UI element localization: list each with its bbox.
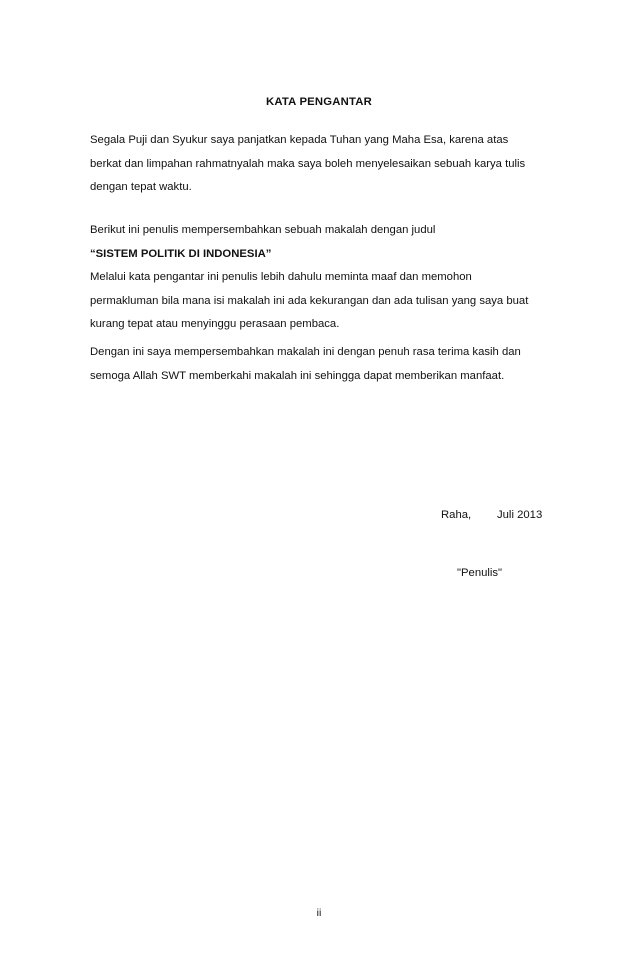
- paragraph-closing: [90, 344, 560, 391]
- paragraph-line: Melalui kata pengantar ini penulis lebih dahulu meminta maaf dan memohon: [90, 271, 472, 283]
- page-number: ii: [316, 907, 322, 919]
- page-title: KATA PENGANTAR: [266, 96, 372, 108]
- signature-place: Raha,: [441, 509, 472, 521]
- paragraph-presentation: [90, 222, 560, 340]
- paragraph-line: Berikut ini penulis mempersembahkan sebuah makalah dengan judul: [90, 224, 436, 236]
- paragraph-gratitude: [90, 132, 560, 203]
- paper-title: “SISTEM POLITIK DI INDONESIA”: [90, 247, 272, 260]
- paragraph-line: dengan tepat waktu.: [90, 181, 192, 193]
- signature-author: "Penulis": [457, 567, 503, 579]
- paragraph-line: Dengan ini saya mempersembahkan makalah ini dengan penuh rasa terima kasih dan: [90, 346, 521, 358]
- paragraph-line: Segala Puji dan Syukur saya panjatkan kepada Tuhan yang Maha Esa, karena atas: [90, 134, 509, 146]
- signature-date: Juli 2013: [497, 509, 543, 521]
- paragraph-line: kurang tepat atau menyinggu perasaan pembaca.: [90, 318, 340, 330]
- paragraph-line: semoga Allah SWT memberkahi makalah ini sehingga dapat memberikan manfaat.: [90, 369, 505, 382]
- paragraph-line: permakluman bila mana isi makalah ini ada kekurangan dan ada tulisan yang saya buat: [90, 294, 529, 307]
- paragraph-line: berkat dan limpahan rahmatnyalah maka saya boleh menyelesaikan sebuah karya tulis: [90, 157, 526, 170]
